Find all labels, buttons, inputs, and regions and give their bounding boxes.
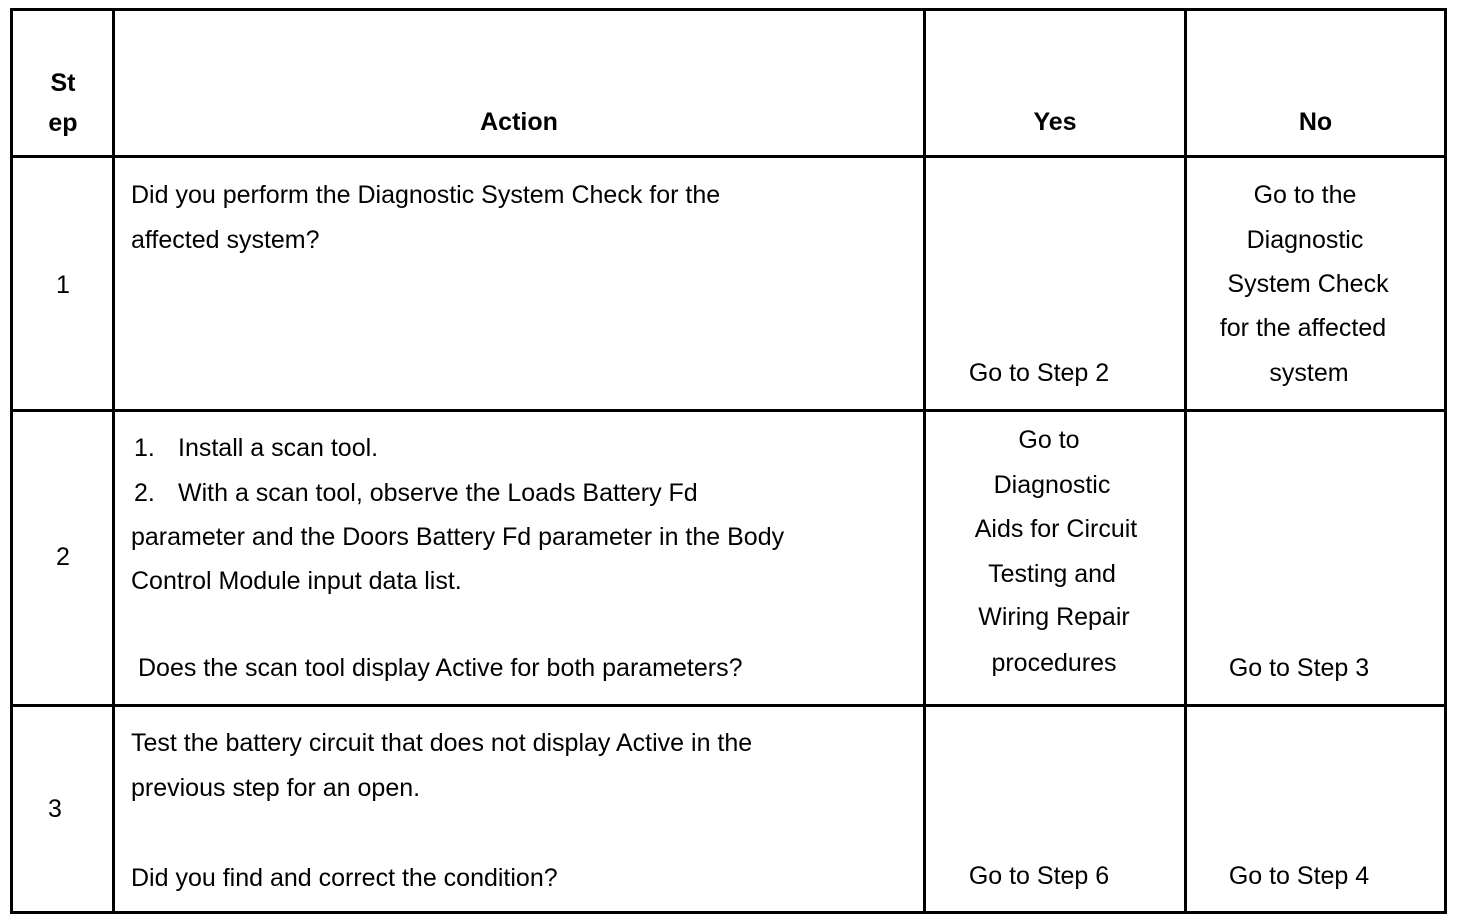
- yes-link-line[interactable]: Go to: [1018, 426, 1080, 454]
- header-action: Action: [480, 108, 558, 136]
- yes-link-line[interactable]: procedures: [991, 649, 1117, 677]
- header-divider: [10, 155, 1447, 158]
- header-yes: Yes: [1033, 108, 1077, 136]
- yes-link[interactable]: Go to Step 6: [968, 862, 1110, 890]
- step-number: 1: [56, 271, 70, 299]
- action-text-line: Control Module input data list.: [131, 567, 462, 595]
- no-link[interactable]: Go to Step 3: [1228, 654, 1370, 682]
- action-text-line: Test the battery circuit that does not display Active in the: [131, 729, 753, 757]
- yes-link-line[interactable]: Aids for Circuit: [974, 515, 1138, 543]
- list-item-number: 2.: [134, 479, 155, 507]
- no-link-line[interactable]: Diagnostic: [1246, 226, 1364, 254]
- no-link-line[interactable]: for the affected: [1219, 314, 1387, 342]
- no-link[interactable]: Go to Step 4: [1228, 862, 1370, 890]
- step-number: 3: [48, 795, 62, 823]
- no-link-line[interactable]: System Check: [1227, 270, 1389, 298]
- no-link-line[interactable]: system: [1269, 359, 1349, 387]
- row-divider-2: [10, 704, 1447, 707]
- column-divider-yes: [1184, 8, 1187, 914]
- yes-link[interactable]: Go to Step 2: [968, 359, 1110, 387]
- action-question: Did you find and correct the condition?: [131, 864, 558, 892]
- yes-link-line[interactable]: Testing and: [988, 560, 1116, 588]
- column-divider-action: [923, 8, 926, 914]
- yes-link-line[interactable]: Wiring Repair: [978, 603, 1130, 631]
- list-item-text: Install a scan tool.: [178, 434, 379, 462]
- header-step-line1: St: [50, 69, 76, 97]
- header-no: No: [1298, 108, 1333, 136]
- action-text-line: previous step for an open.: [131, 774, 421, 802]
- action-question: Does the scan tool display Active for both parameters?: [138, 654, 743, 682]
- row-divider-1: [10, 409, 1447, 412]
- no-link-line[interactable]: Go to the: [1253, 181, 1357, 209]
- action-text-line: parameter and the Doors Battery Fd parameter in the Body: [131, 523, 785, 551]
- header-step-line2: ep: [48, 109, 78, 137]
- step-number: 2: [56, 543, 70, 571]
- action-text-line: Did you perform the Diagnostic System Check for the: [131, 181, 721, 209]
- column-divider-step: [112, 8, 115, 914]
- list-item-number: 1.: [134, 434, 155, 462]
- action-text-line: affected system?: [131, 226, 320, 254]
- yes-link-line[interactable]: Diagnostic: [993, 471, 1111, 499]
- list-item-text: With a scan tool, observe the Loads Battery Fd: [178, 479, 698, 507]
